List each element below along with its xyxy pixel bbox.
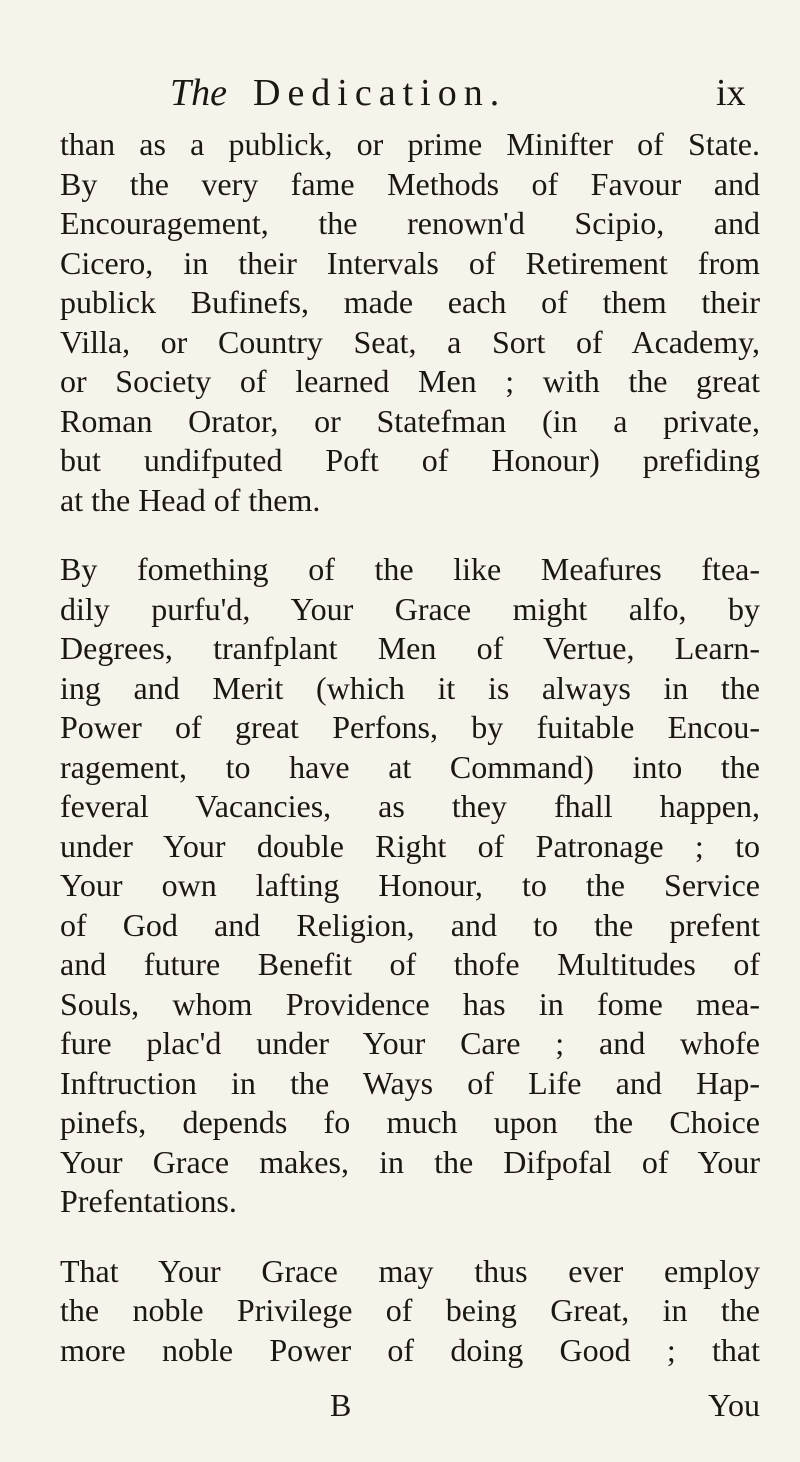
text-line: Power of great Perfons, by fuitable Encou-	[60, 709, 760, 745]
text-line: and future Benefit of thofe Multitudes of	[60, 946, 760, 982]
body-text	[60, 125, 760, 1370]
paragraph-gap	[60, 520, 760, 550]
text-line: That Your Grace may thus ever employ	[60, 1252, 760, 1289]
signature-mark: B	[330, 1387, 352, 1423]
text-line: Inftruction in the Ways of Life and Hap-	[60, 1064, 760, 1101]
page-foot	[60, 1385, 760, 1425]
catchword: You	[708, 1387, 760, 1423]
text-line: Cicero, in their Intervals of Retirement from	[60, 244, 760, 281]
text-line: more noble Power of doing Good ; that	[60, 1331, 760, 1368]
paragraph-1	[60, 125, 760, 520]
text-line: ragement, to have at Command) into the	[60, 748, 760, 785]
text-line: By fomething of the like Meafures ftea-	[60, 551, 760, 587]
text-line: than as a publick, or prime Minifter of State.	[60, 126, 760, 162]
text-line: or Society of learned Men ; with the great	[60, 363, 760, 399]
text-line: Roman Orator, or Statefman (in a private,	[60, 402, 760, 439]
text-line: publick Bufinefs, made each of them their	[60, 284, 760, 320]
text-line: Encouragement, the renown'd Scipio, and	[60, 205, 760, 241]
text-line: Degrees, tranfplant Men of Vertue, Learn-	[60, 630, 760, 666]
running-head	[150, 68, 750, 118]
text-line: the noble Privilege of being Great, in the	[60, 1292, 760, 1328]
text-line: By the very fame Methods of Favour and	[60, 165, 760, 202]
text-line: at the Head of them.	[60, 481, 321, 518]
text-line: but undifputed Poft of Honour) prefiding	[60, 442, 760, 478]
text-line: dily purfu'd, Your Grace might alfo, by	[60, 590, 760, 627]
text-line: Prefentations.	[60, 1183, 237, 1219]
text-line: fure plac'd under Your Care ; and whofe	[60, 1025, 760, 1061]
paragraph-3	[60, 1252, 760, 1371]
paragraph-2	[60, 550, 760, 1222]
page-number: ix	[716, 72, 746, 114]
text-line: ing and Merit (which it is always in the	[60, 669, 760, 706]
text-line: under Your double Right of Patronage ; to	[60, 827, 760, 864]
text-line: Souls, whom Providence has in fome mea-	[60, 985, 760, 1022]
text-line: Your Grace makes, in the Difpofal of Your	[60, 1143, 760, 1180]
text-line: Your own lafting Honour, to the Service	[60, 867, 760, 903]
text-line: of God and Religion, and to the prefent	[60, 906, 760, 943]
paragraph-gap	[60, 1222, 760, 1252]
text-line: pinefs, depends fo much upon the Choice	[60, 1104, 760, 1140]
text-line: feveral Vacancies, as they fhall happen,	[60, 788, 760, 824]
running-head-the: The	[170, 72, 227, 114]
text-line: Villa, or Country Seat, a Sort of Academy,	[60, 323, 760, 360]
running-head-title: Dedication.	[253, 72, 507, 114]
